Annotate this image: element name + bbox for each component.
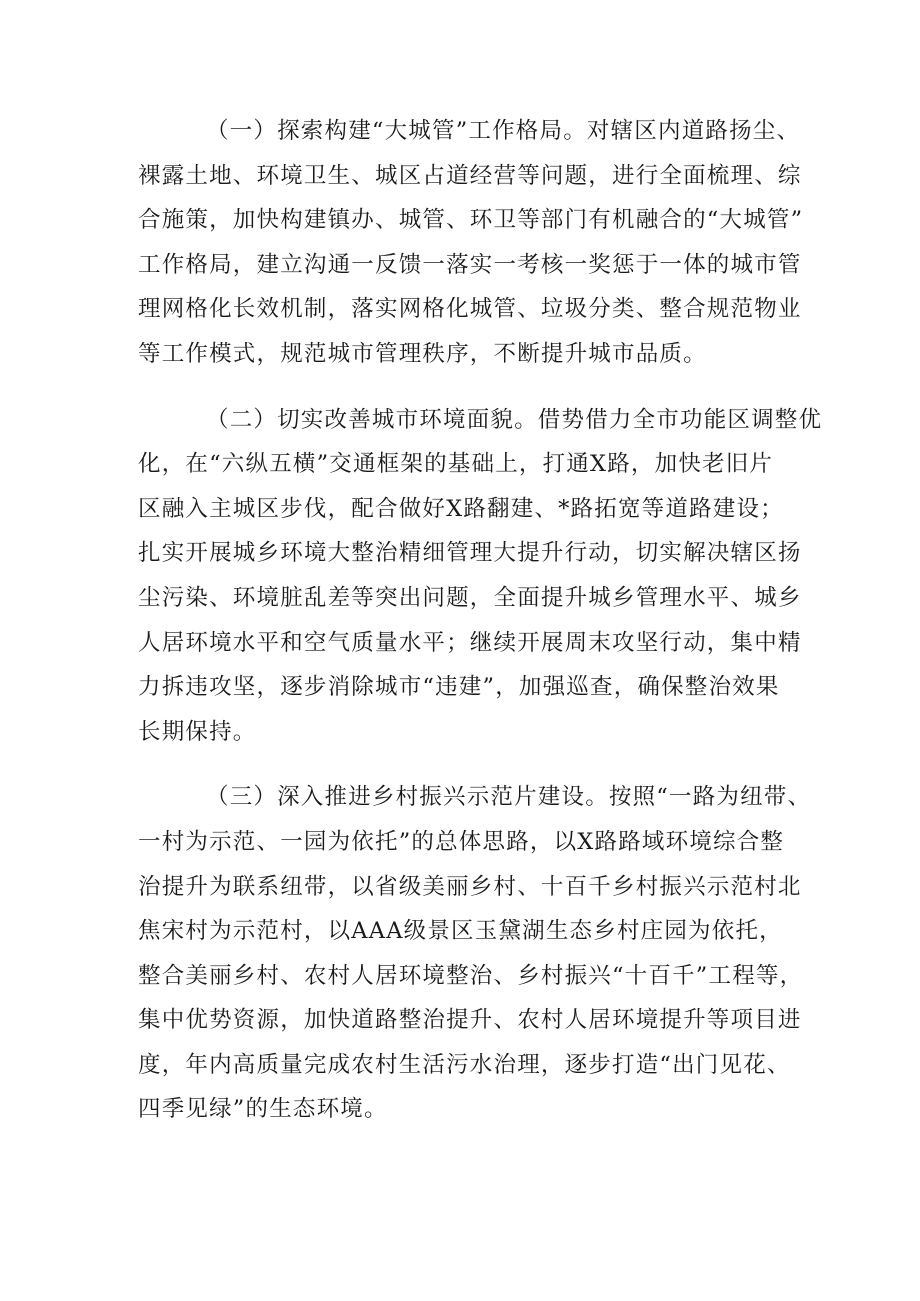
paragraph-1 xyxy=(138,109,804,377)
paragraph-line: 工作格局，建立沟通一反馈一落实一考核一奖惩于一体的城市管 xyxy=(138,251,802,278)
paragraph-line: 集中优势资源，加快道路整治提升、农村人居环境提升等项目进 xyxy=(138,1007,802,1034)
paragraph-line: 尘污染、环境脏乱差等突出问题，全面提升城乡管理水平、城乡 xyxy=(138,584,802,611)
paragraph-line: 裸露土地、环境卫生、城区占道经营等问题，进行全面梳理、综 xyxy=(138,162,802,189)
paragraph-line: 扎实开展城乡环境大整治精细管理大提升行动，切实解决辖区扬 xyxy=(138,540,802,567)
paragraph-2 xyxy=(138,398,823,755)
paragraph-line: （一）探索构建“大城管”工作格局。对辖区内道路扬尘、 xyxy=(206,118,801,144)
paragraph-line: 度，年内高质量完成农村生活污水治理，逐步打造“出门见花、 xyxy=(138,1051,791,1078)
paragraph-line: 四季见绿”的生态环境。 xyxy=(138,1096,388,1123)
paragraph-line: 理网格化长效机制，落实网格化城管、垃圾分类、整合规范物业 xyxy=(138,296,802,323)
paragraph-line: 区融入主城区步伐，配合做好X路翻建、*路拓宽等道路建设； xyxy=(138,495,784,522)
paragraph-line: （三）深入推进乡村振兴示范片建设。按照“一路为纽带、 xyxy=(206,784,812,811)
paragraph-3 xyxy=(138,775,812,1132)
paragraph-line: 治提升为联系纽带，以省级美丽乡村、十百千乡村振兴示范村北 xyxy=(138,873,802,900)
paragraph-line: 一村为示范、一园为依托”的总体思路，以X路路域环境综合整 xyxy=(138,828,785,855)
paragraph-line: 合施策，加快构建镇办、城管、环卫等部门有机融合的“大城管” xyxy=(138,207,804,234)
paragraph-line: 力拆违攻坚，逐步消除城市“违建”，加强巡查，确保整治效果 xyxy=(138,674,780,701)
paragraph-line: 等工作模式，规范城市管理秩序，不断提升城市品质。 xyxy=(138,340,707,367)
document-body xyxy=(138,109,823,1153)
paragraph-line: 化，在“六纵五横”交通框架的基础上，打通X路，加快老旧片 xyxy=(138,451,774,478)
paragraph-line: 长期保持。 xyxy=(138,718,257,745)
paragraph-line: 人居环境水平和空气质量水平；继续开展周末攻坚行动，集中精 xyxy=(138,629,802,656)
paragraph-line: 整合美丽乡村、农村人居环境整治、乡村振兴“十百千”工程等， xyxy=(138,962,804,989)
paragraph-line: 焦宋村为示范村，以AAA级景区玉黛湖生态乡村庄园为依托， xyxy=(138,918,783,945)
paragraph-line: （二）切实改善城市环境面貌。借势借力全市功能区调整优 xyxy=(206,406,823,433)
